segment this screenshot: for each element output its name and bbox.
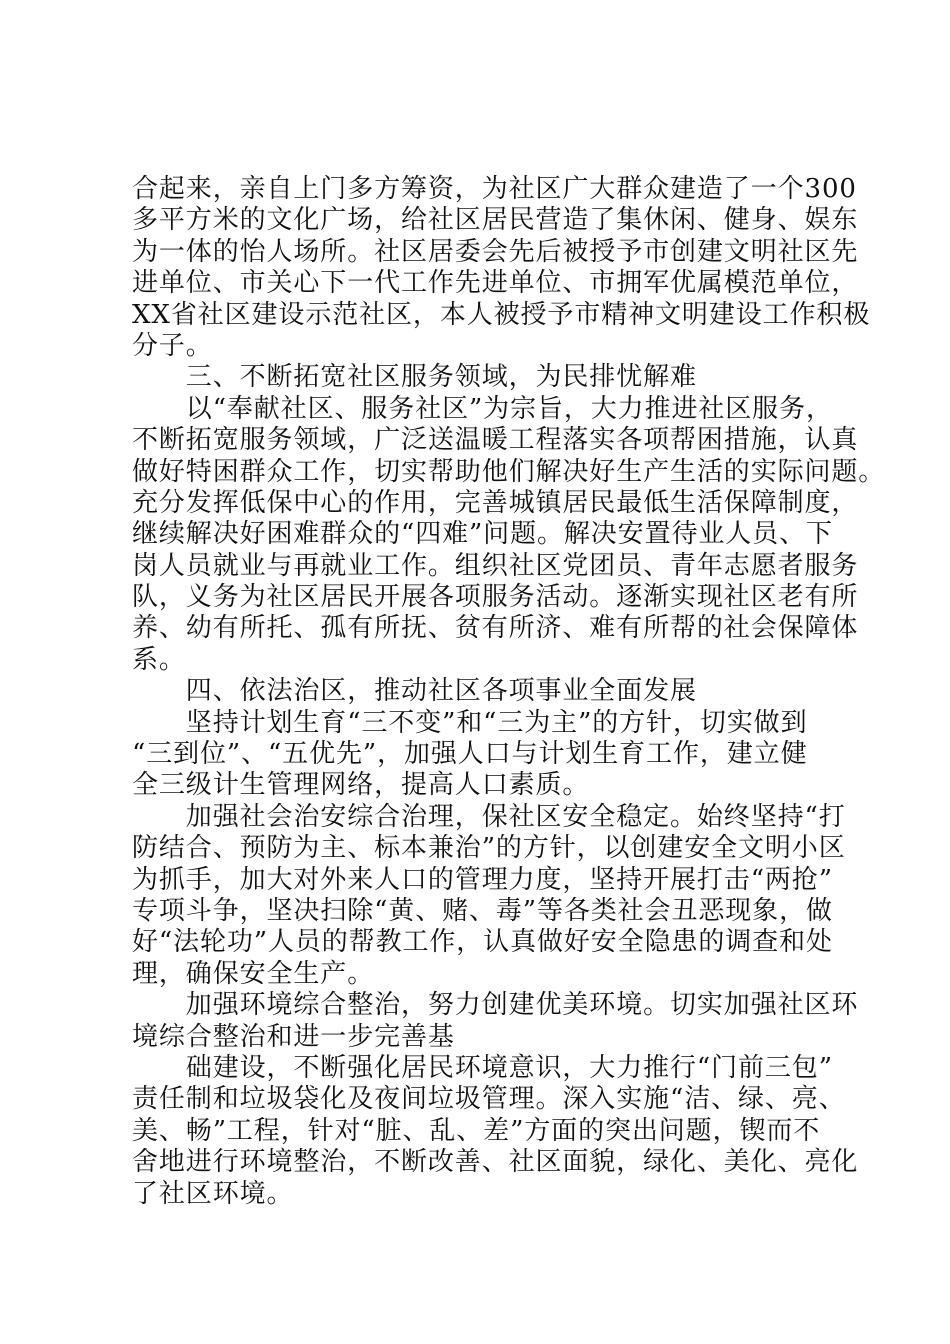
- text-line: 做好特困群众工作，切实帮助他们解决好生产生活的实际问题。: [132, 456, 886, 487]
- text-line: 不断拓宽服务领域，广泛送温暖工程落实各项帮困措施，认真: [132, 425, 859, 456]
- text-line: 岗人员就业与再就业工作。组织社区党团员、青年志愿者服务: [132, 550, 859, 581]
- text-line: 多平方米的文化广场，给社区居民营造了集休闲、健身、娱东: [132, 205, 859, 236]
- text-line: 专项斗争，坚决扫除“黄、赌、毒”等各类社会丑恶现象，做: [132, 895, 833, 926]
- text-line: 为一体的怡人场所。社区居委会先后被授予市创建文明社区先: [132, 236, 859, 267]
- text-line: 美、畅”工程，针对“脏、乱、差”方面的突出问题，锲而不: [132, 1115, 821, 1146]
- text-line: 三、不断拓宽社区服务领域，为民排忧解难: [132, 362, 697, 393]
- text-line: 防结合、预防为主、标本兼治”的方针，以创建安全文明小区: [132, 833, 846, 864]
- text-line: 责任制和垃圾袋化及夜间垃圾管理。深入实施“洁、绿、亮、: [132, 1084, 846, 1115]
- text-line: 养、幼有所托、孤有所抚、贫有所济、难有所帮的社会保障体: [132, 613, 859, 644]
- text-line: 加强环境综合整治，努力创建优美环境。切实加强社区环: [132, 990, 859, 1021]
- document-body: [132, 174, 886, 1210]
- text-line: XX省社区建设示范社区，本人被授予市精神文明建设工作积极: [132, 299, 871, 330]
- text-line: 以“奉献社区、服务社区”为宗旨，大力推进社区服务，: [132, 393, 833, 424]
- text-line: 合起来，亲自上门多方筹资，为社区广大群众建造了一个300: [132, 174, 857, 204]
- text-line: “三到位”、“五优先”，加强人口与计划生育工作，建立健: [132, 739, 808, 770]
- text-line: 继续解决好困难群众的“四难”问题。解决安置待业人员、下: [132, 519, 833, 550]
- text-line: 分子。: [132, 330, 213, 361]
- text-line: 全三级计生管理网络，提高人口素质。: [132, 770, 590, 801]
- text-line: 境综合整治和进一步完善基: [132, 1021, 455, 1052]
- text-line: 好“法轮功”人员的帮教工作，认真做好安全隐患的调查和处: [132, 927, 833, 958]
- text-line: 理，确保安全生产。: [132, 958, 375, 989]
- text-line: 四、依法治区，推动社区各项事业全面发展: [132, 676, 697, 707]
- text-line: 充分发挥低保中心的作用，完善城镇居民最低生活保障制度，: [132, 487, 859, 518]
- text-line: 础建设，不断强化居民环境意识，大力推行“门前三包”: [132, 1052, 833, 1083]
- text-line: 为抓手，加大对外来人口的管理力度，坚持开展打击“两抢”: [132, 864, 833, 895]
- text-line: 加强社会治安综合治理，保社区安全稳定。始终坚持“打: [132, 801, 846, 832]
- text-line: 进单位、市关心下一代工作先进单位、市拥军优属模范单位，: [132, 268, 859, 299]
- text-line: 了社区环境。: [132, 1178, 294, 1209]
- text-line: 系。: [132, 644, 186, 675]
- text-line: 坚持计划生育“三不变”和“三为主”的方针，切实做到: [132, 707, 808, 738]
- text-line: 队，义务为社区居民开展各项服务活动。逐渐实现社区老有所: [132, 582, 859, 613]
- text-line: 舍地进行环境整治，不断改善、社区面貌，绿化、美化、亮化: [132, 1147, 859, 1178]
